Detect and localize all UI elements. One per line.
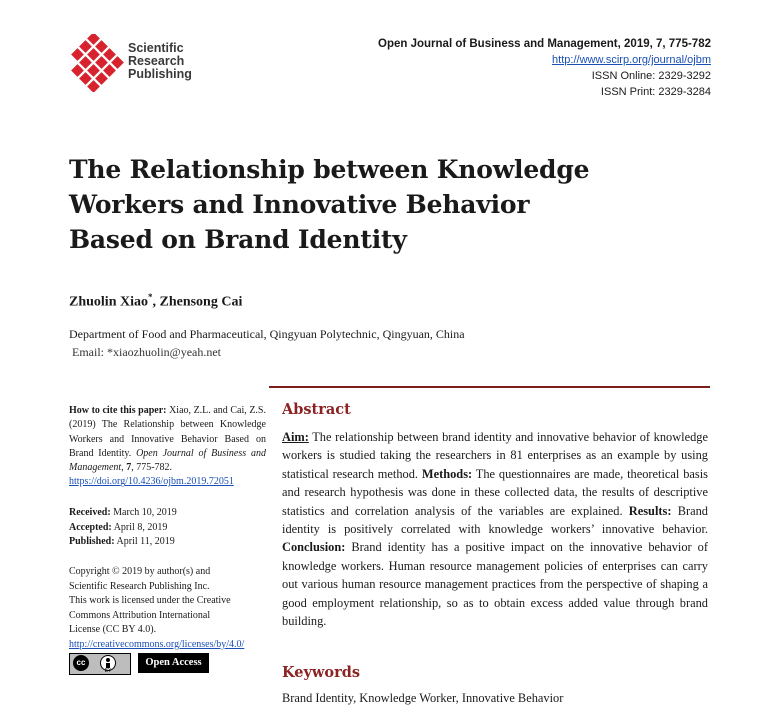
received-date: March 10, 2019 — [110, 507, 177, 518]
affiliation: Department of Food and Pharmaceutical, Qingyuan Polytechnic, Qingyuan, China — [69, 327, 465, 341]
copyright-line: This work is licensed under the Creative — [69, 595, 231, 607]
published-date: April 11, 2019 — [114, 536, 175, 548]
paper-title-line: Workers and Innovative Behavior — [69, 190, 530, 219]
copyright-line: Copyright © 2019 by author(s) and — [69, 566, 211, 577]
by-label: BY — [104, 668, 112, 674]
paper-title-line: The Relationship between Knowledge — [69, 155, 590, 184]
author-name: Zhuolin Xiao — [69, 294, 148, 310]
cc-by-badge[interactable] — [69, 653, 131, 675]
issn-online: ISSN Online: 2329-3292 — [591, 70, 711, 82]
abstract-body — [282, 428, 708, 630]
results-label: Results: — [628, 503, 672, 518]
aim-label: Aim: — [282, 430, 309, 444]
journal-citation: Open Journal of Business and Management, 2019, 7, 775-782 — [378, 38, 711, 50]
cite-pages: , 775-782. — [131, 462, 173, 474]
abstract-heading: Abstract — [282, 401, 351, 418]
abstract-divider — [269, 386, 710, 388]
accepted-date: April 8, 2019 — [111, 521, 168, 533]
paper-title-line: Based on Brand Identity — [69, 225, 407, 254]
cc-icon: cc — [73, 655, 89, 671]
cite-text: Xiao, Z.L. and Cai, Z.S. (2019) The Relationship between Knowledge Workers and Innovative Behavior Based on Brand Identity. — [69, 405, 266, 459]
copyright-line: Commons Attribution International — [69, 609, 211, 621]
aim-text: The relationship between brand identity and innovative behavior of knowledge workers is studied taking the researchers in 81 enterprises as an example by using statistical research method. — [282, 430, 708, 481]
received-label: Received: — [69, 507, 111, 518]
open-access-badge[interactable]: Open Access — [138, 653, 209, 673]
corresponding-mark: * — [147, 292, 153, 302]
author-list — [69, 292, 242, 311]
published-label: Published: — [69, 536, 115, 548]
publisher-logo — [70, 34, 200, 92]
issn-print: ISSN Print: 2329-3284 — [600, 86, 711, 98]
methods-label: Methods: — [421, 466, 473, 481]
publisher-name-line: Research — [128, 54, 185, 68]
accepted-label: Accepted: — [69, 521, 112, 533]
keywords-heading: Keywords — [282, 664, 361, 681]
paper-title — [69, 152, 629, 257]
doi-link[interactable]: https://doi.org/10.4236/ojbm.2019.72051 — [69, 476, 234, 488]
publisher-logo-mark — [70, 34, 126, 92]
methods-text: The questionnaires are made, theoretical basis and research hypothesis was done in these collected data, the results of descriptive statistics and correlation analysis of the variables are explained. — [282, 466, 708, 518]
cite-separator: , — [121, 462, 127, 474]
keywords-text: Brand Identity, Knowledge Worker, Innovative Behavior — [282, 691, 564, 705]
author-email: Email: *xiaozhuolin@yeah.net — [72, 345, 222, 359]
publisher-name-line: Scientific — [128, 41, 184, 55]
author-name: , Zhensong Cai — [152, 294, 243, 310]
publisher-name — [128, 42, 192, 81]
conclusion-label: Conclusion: — [282, 540, 346, 555]
publisher-name-line: Publishing — [128, 67, 192, 81]
copyright-license — [69, 565, 266, 653]
license-link[interactable]: http://creativecommons.org/licenses/by/4.0/ — [69, 638, 245, 650]
how-to-cite — [69, 404, 266, 490]
cite-label: How to cite this paper: — [69, 405, 167, 416]
copyright-line: Scientific Research Publishing Inc. — [69, 580, 210, 592]
copyright-line: License (CC BY 4.0). — [69, 624, 157, 636]
journal-url-link[interactable]: http://www.scirp.org/journal/ojbm — [552, 54, 711, 66]
journal-header — [378, 36, 711, 100]
results-text: Brand identity is positively correlated with knowledge workers’ innovative behavior. — [282, 503, 708, 537]
cite-journal: Open Journal of Business and Management — [69, 447, 266, 474]
conclusion-text: Brand identity has a positive impact on the innovative behavior of knowledge workers. Human resource management policies of enterprises can carry out various human resource management practices from the perspective of shaping a good employment relationship, so as to obtain excess added value through brand building. — [282, 540, 708, 629]
cite-volume: 7 — [126, 462, 132, 474]
publication-dates — [69, 506, 177, 550]
